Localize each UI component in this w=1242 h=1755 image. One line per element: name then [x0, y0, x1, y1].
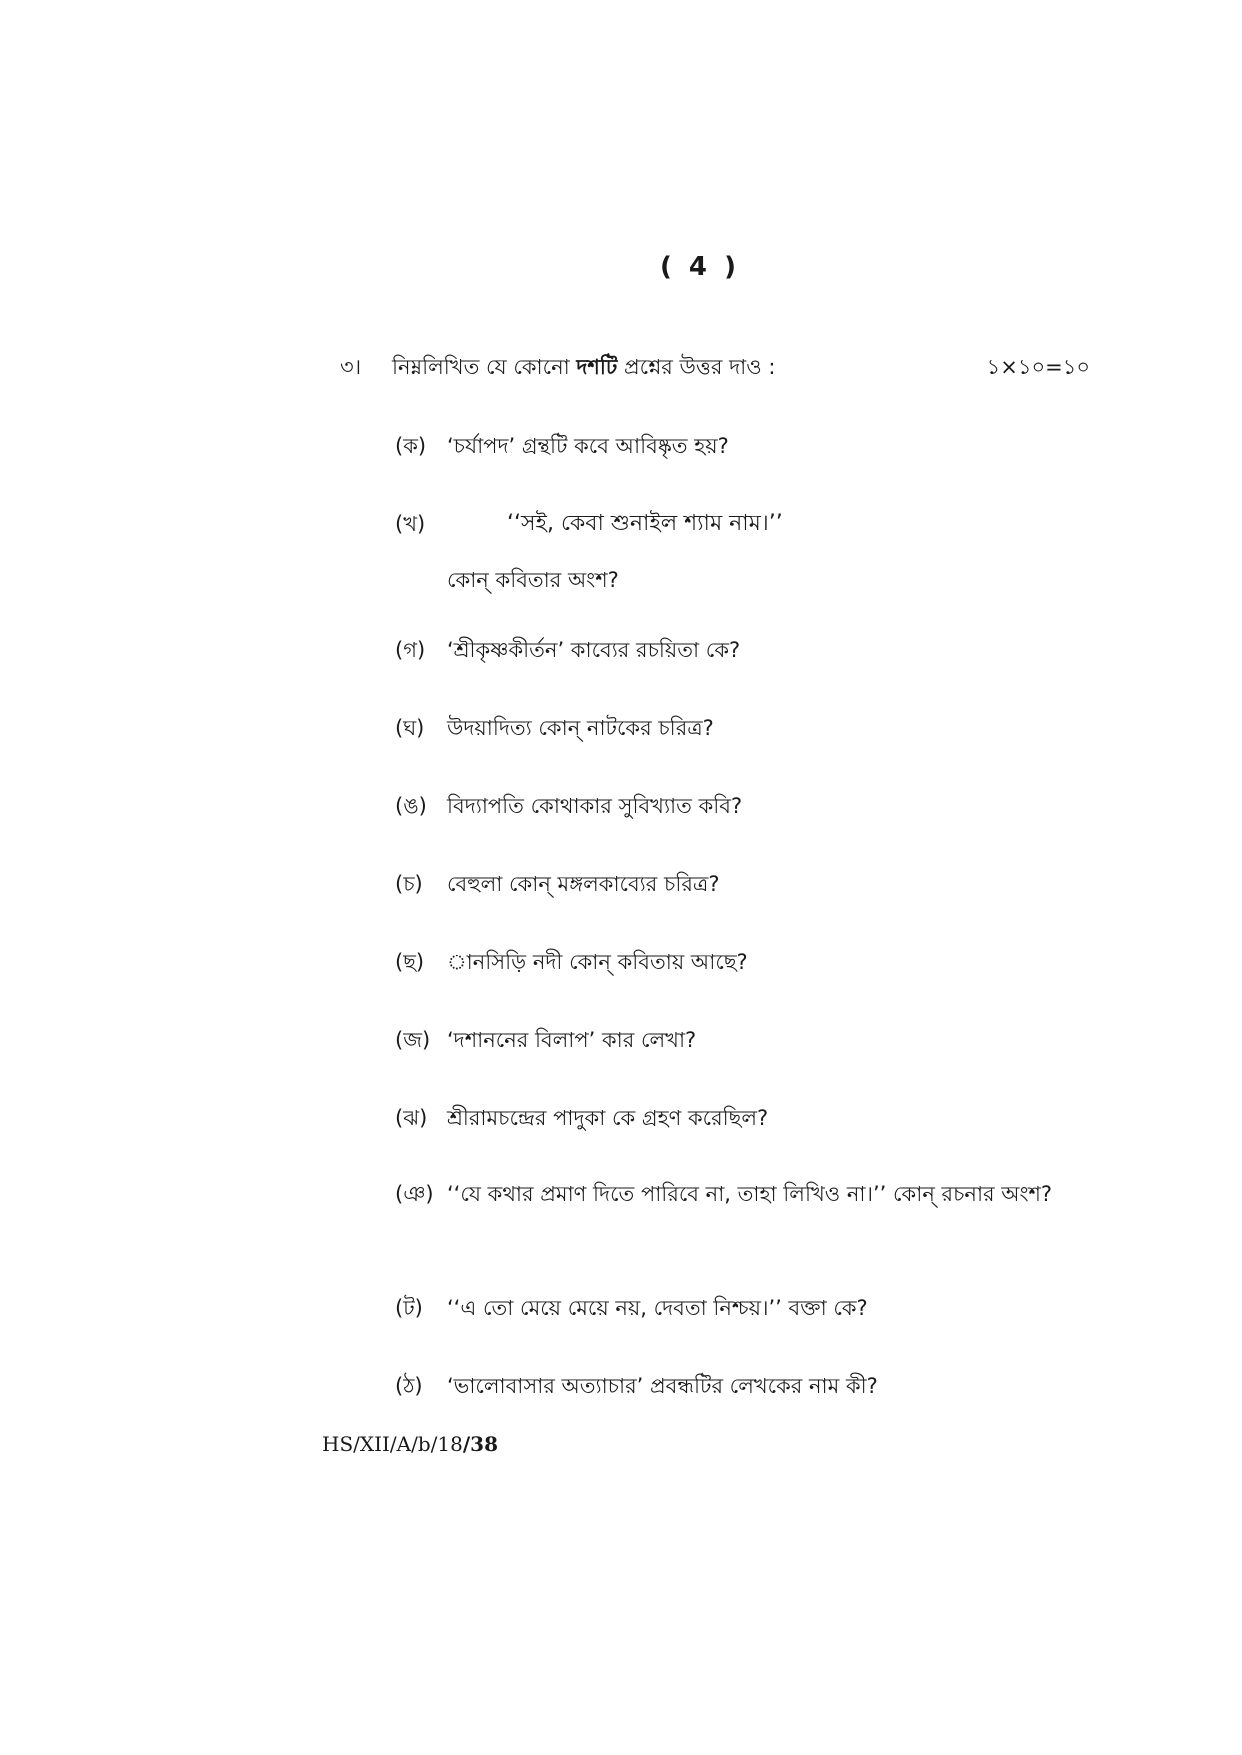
question-item [395, 1368, 1055, 1404]
section-number: ৩। [340, 355, 362, 379]
question-item [395, 506, 1055, 598]
question-item [395, 1100, 1055, 1136]
question-label: (ঠ) [395, 1374, 423, 1398]
section-marks: ১×১০=১০ [986, 355, 1090, 379]
section-heading [340, 352, 1090, 382]
question-label: (খ) [395, 512, 426, 536]
question-item [395, 1176, 1055, 1212]
question-item [395, 710, 1055, 746]
question-label: (ঘ) [395, 716, 425, 740]
section-instruction: নিম্নলিখিত যে কোনো দশটি প্রশ্নের উত্তর দাও : [392, 355, 776, 379]
document-code: HS/XII/A/b/18/38 [322, 1432, 498, 1456]
question-item [395, 866, 1055, 902]
question-item [395, 788, 1055, 824]
question-label: (ঝ) [395, 1106, 428, 1130]
question-label: (গ) [395, 638, 426, 662]
question-label: (ট) [395, 1296, 423, 1320]
question-label: (ঙ) [395, 794, 427, 818]
question-text: ‘‘যে কথার প্রমাণ দিতে পারিবে না, তাহা লিখিও না।’’ কোন্ রচনার অংশ? [447, 1182, 1053, 1206]
question-label: (ছ) [395, 950, 425, 974]
question-item [395, 1022, 1055, 1058]
question-text: বেহুলা কোন্ মঙ্গলকাব্যের চরিত্র? [447, 872, 720, 896]
question-label: (ঞ) [395, 1182, 434, 1206]
question-label: (চ) [395, 872, 423, 896]
question-label: (জ) [395, 1028, 431, 1052]
question-text: কোন্ কবিতার অংশ? [447, 568, 619, 592]
question-text: ‘‘এ তো মেয়ে মেয়ে নয়, দেবতা নিশ্চয়।’’ বক্তা কে? [447, 1296, 868, 1320]
instruction-emphasis: দশটি [576, 355, 618, 379]
question-text: ানসিড়ি নদী কোন্ কবিতায় আছে? [447, 950, 748, 974]
question-text: ‘চর্যাপদ’ গ্রন্থটি কবে আবিষ্কৃত হয়? [447, 434, 729, 458]
page-number: ( 4 ) [660, 252, 740, 282]
question-text: ‘দশাননের বিলাপ’ কার লেখা? [447, 1028, 697, 1052]
question-item [395, 1290, 1055, 1326]
question-quote: ‘‘সই, কেবা শুনাইল শ্যাম নাম।’’ [507, 511, 783, 536]
question-item [395, 428, 1055, 464]
question-item [395, 632, 1055, 668]
question-text: ‘ভালোবাসার অত্যাচার’ প্রবন্ধটির লেখকের নাম কী? [447, 1374, 878, 1398]
question-item [395, 944, 1055, 980]
question-text: উদয়াদিত্য কোন্ নাটকের চরিত্র? [447, 716, 714, 740]
question-text: বিদ্যাপতি কোথাকার সুবিখ্যাত কবি? [447, 794, 743, 818]
question-label: (ক) [395, 434, 427, 458]
question-text: শ্রীরামচন্দ্রের পাদুকা কে গ্রহণ করেছিল? [447, 1106, 769, 1130]
question-text: ‘শ্রীকৃষ্ণকীর্তন’ কাব্যের রচয়িতা কে? [447, 638, 741, 662]
